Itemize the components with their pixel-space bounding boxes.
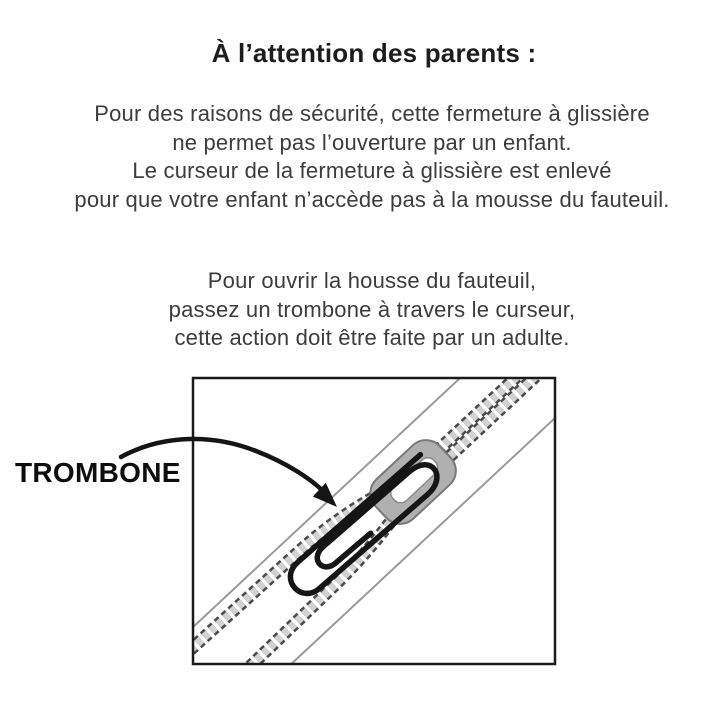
illustration-frame	[193, 378, 555, 664]
text-line: Pour des raisons de sécurité, cette fermeture à glissière	[94, 101, 650, 126]
text-line: pour que votre enfant n’accède pas à la mousse du fauteuil.	[74, 186, 670, 212]
zipper-teeth-closed-top-fill	[418, 295, 605, 470]
page-title: À l’attention des parents :	[211, 38, 537, 68]
tape-edge-upper	[133, 267, 579, 683]
arrow-curve	[121, 439, 324, 492]
text-line: cette action doit être faite par un adulte.	[174, 325, 570, 351]
text-line: Pour ouvrir la housse du fauteuil,	[207, 268, 537, 293]
text-line: ne permet pas l’ouverture par un enfant.	[172, 129, 572, 155]
text-line: passez un trombone à travers le curseur,	[168, 296, 576, 322]
tape-edge-lower	[197, 336, 643, 720]
zipper-band	[133, 267, 643, 720]
trombone-label: TROMBONE	[15, 457, 181, 488]
annotation-arrow	[121, 439, 337, 507]
text-line: Le curseur de la fermeture à glissière est enlevé	[132, 158, 612, 184]
